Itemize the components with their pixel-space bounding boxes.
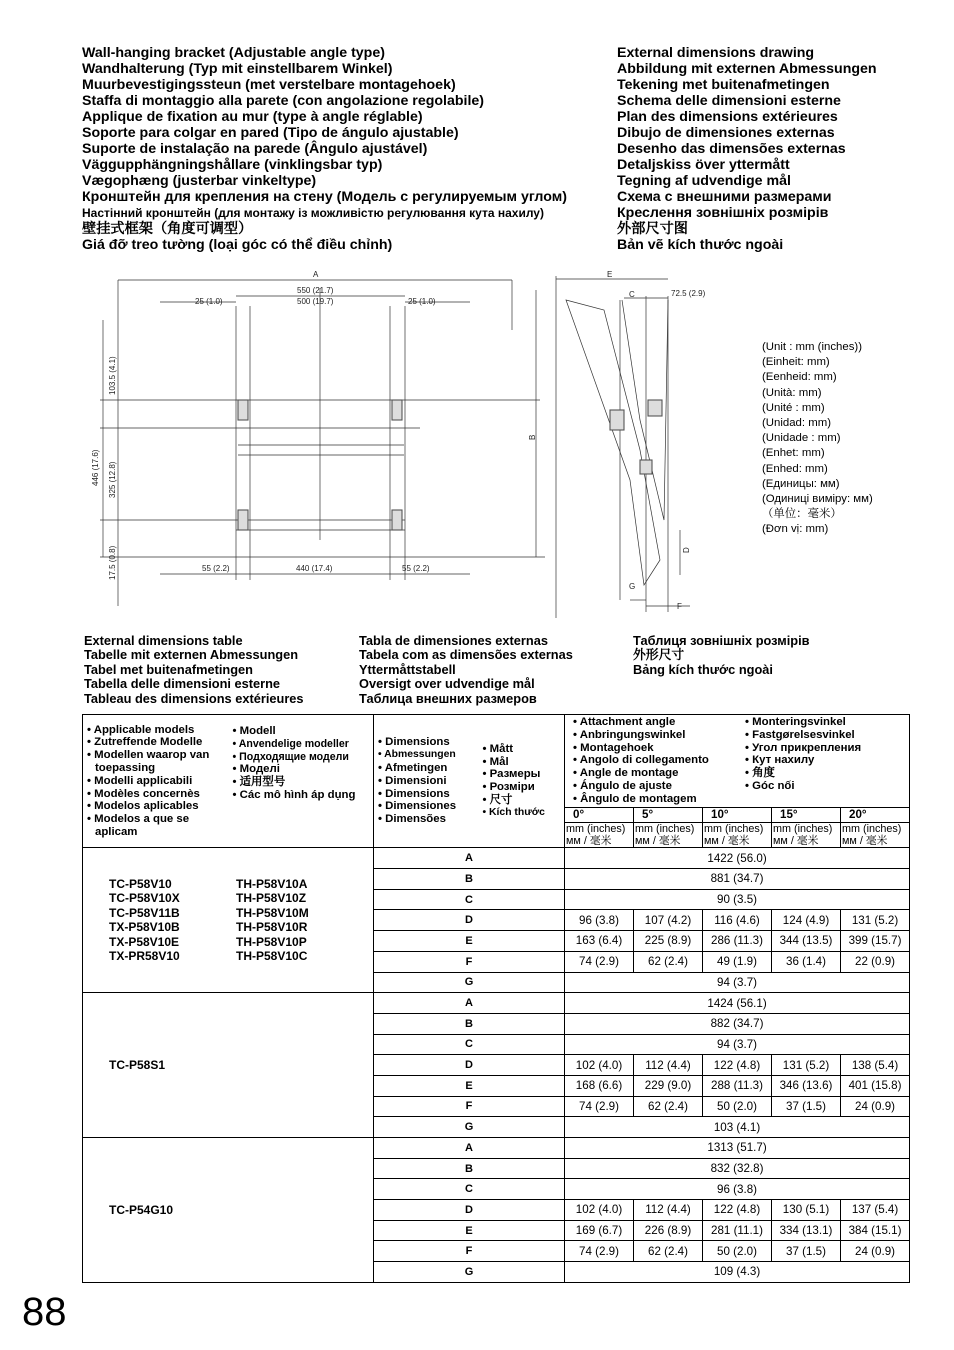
dim-550: 550 (21.7) [297, 286, 334, 295]
unit-note: (Одиниці виміру: мм) [762, 493, 873, 506]
caption-line: External dimensions table [84, 633, 243, 648]
value-cell: 102 (4.0) [565, 1055, 634, 1076]
table-caption-col2 [359, 634, 573, 706]
value-cell: 131 (5.2) [772, 1055, 841, 1076]
unit-note: (Unidad: mm) [762, 417, 831, 430]
dimension-letter: G [374, 1117, 565, 1138]
unit-line: мм / 毫米 [842, 834, 888, 847]
header-line: • Fastgørelsesvinkel [745, 728, 855, 741]
caption-line: Oversigt over udvendige mål [359, 676, 535, 692]
title-line: Dibujo de dimensiones externas [617, 125, 835, 141]
value-cell: 384 (15.1) [841, 1220, 910, 1241]
title-line: Detaljskiss över yttermått [617, 157, 790, 173]
header-line: • 尺寸 [482, 793, 513, 806]
title-line: External dimensions drawing [617, 45, 815, 61]
value-cell: 109 (4.3) [565, 1262, 910, 1283]
title-line: Suporte de instalação na parede (Ângulo ajustável) [82, 141, 428, 157]
value-cell: 37 (1.5) [772, 1241, 841, 1262]
value-cell: 22 (0.9) [841, 951, 910, 972]
value-cell: 74 (2.9) [565, 1241, 634, 1262]
title-line: Applique de fixation au mur (type à angle réglable) [82, 109, 423, 125]
value-cell: 137 (5.4) [841, 1200, 910, 1221]
value-cell: 116 (4.6) [703, 910, 772, 931]
value-cell: 24 (0.9) [841, 1096, 910, 1117]
header-line: • Abmessungen [378, 749, 456, 761]
dimension-letter: C [374, 1179, 565, 1200]
dimension-letter: D [374, 910, 565, 931]
value-cell: 281 (11.1) [703, 1220, 772, 1241]
dimensions-table [82, 714, 910, 1283]
value-cell: 112 (4.4) [634, 1055, 703, 1076]
value-cell: 1424 (56.1) [565, 993, 910, 1014]
model-name: TX-P58V10B [109, 920, 180, 935]
value-cell: 286 (11.3) [703, 931, 772, 952]
header-line: • Modellen waarop van [87, 749, 210, 762]
dim-325: 325 (12.8) [108, 461, 117, 498]
table-row [83, 1138, 910, 1159]
caption-line: Yttermåttstabell [359, 661, 456, 677]
header-line: • Ángulo de ajuste [573, 779, 672, 792]
header-line: • Розміри [482, 781, 535, 794]
dim-440: 440 (17.4) [296, 564, 333, 573]
header-line: • 适用型号 [232, 776, 286, 789]
header-line: • Attachment angle [573, 716, 676, 728]
title-line: Креслення зовнішніх розмірів [617, 205, 829, 221]
header-line: aplicam [95, 825, 138, 838]
value-cell: 90 (3.5) [565, 889, 910, 910]
model-name: TH-P58V10Z [236, 891, 307, 906]
label-E: E [607, 270, 613, 279]
header-line: • Afmetingen [378, 762, 448, 774]
unit-note: (Unité : mm) [762, 401, 825, 414]
label-B: B [528, 434, 537, 440]
caption-line: Tabella delle dimensioni esterne [84, 676, 281, 692]
angle-header: 0° [565, 807, 634, 822]
value-cell: 50 (2.0) [703, 1096, 772, 1117]
label-G: G [629, 582, 636, 591]
title-line: Desenho das dimensões externas [617, 141, 846, 157]
caption-line: Tabel met buitenafmetingen [84, 661, 253, 677]
unit-line: мм / 毫米 [566, 834, 612, 847]
value-cell: 399 (15.7) [841, 931, 910, 952]
header-line: • 角度 [745, 767, 775, 780]
label-F: F [677, 602, 682, 611]
caption-line: Таблица внешних размеров [359, 690, 537, 706]
value-cell: 96 (3.8) [565, 910, 634, 931]
value-cell: 112 (4.4) [634, 1200, 703, 1221]
caption-line: Tabela com as dimensões externas [359, 647, 573, 663]
header-angle [565, 715, 910, 808]
header-line: • Mått [482, 742, 514, 755]
value-cell: 130 (5.1) [772, 1200, 841, 1221]
value-cell: 107 (4.2) [634, 910, 703, 931]
unit-notes [762, 340, 873, 538]
header-line: • Dimensions [378, 787, 450, 800]
title-line: 壁挂式框架（角度可调型） [82, 221, 253, 237]
dimension-letter: E [374, 931, 565, 952]
titles-left [82, 45, 567, 253]
dim-55-left: 55 (2.2) [202, 564, 230, 573]
model-name: TC-P58V10X [109, 891, 180, 906]
unit-cell [772, 822, 841, 848]
model-name: TH-P58V10M [236, 905, 309, 920]
dimension-letter: A [374, 848, 565, 869]
unit-line: мм / 毫米 [704, 834, 750, 847]
value-cell: 226 (8.9) [634, 1220, 703, 1241]
header-line: • Dimensioni [378, 774, 447, 787]
header-line: • Угол прикрепления [745, 741, 862, 754]
unit-line: мм / 毫米 [635, 834, 681, 847]
header-line: • Подходящие модели [232, 750, 349, 763]
header-dims-b [479, 715, 565, 848]
header-line: • Modelli applicabili [87, 774, 193, 787]
value-cell: 24 (0.9) [841, 1241, 910, 1262]
dimension-letter: F [374, 951, 565, 972]
dim-25-right: 25 (1.0) [408, 297, 436, 306]
title-line: Wall-hanging bracket (Adjustable angle type) [82, 45, 385, 61]
unit-note: (Enhed: mm) [762, 462, 828, 475]
value-cell: 881 (34.7) [565, 869, 910, 890]
unit-cell [634, 822, 703, 848]
dim-55-right: 55 (2.2) [402, 564, 430, 573]
model-name: TC-P54G10 [109, 1202, 174, 1217]
header-line: • Angolo di collegamento [573, 754, 709, 767]
model-name: TC-P58S1 [109, 1057, 166, 1072]
header-line: • Ângulo de montagem [573, 792, 697, 805]
title-line: 外部尺寸图 [617, 221, 688, 237]
dim-25-left: 25 (1.0) [195, 297, 223, 306]
dimension-letter: A [374, 1138, 565, 1159]
header-line: • Angle de montage [573, 767, 679, 780]
value-cell: 832 (32.8) [565, 1158, 910, 1179]
value-cell: 122 (4.8) [703, 1055, 772, 1076]
header-line: • Anvendelige modeller [232, 737, 349, 750]
value-cell: 50 (2.0) [703, 1241, 772, 1262]
title-line: Soporte para colgar en pared (Tipo de ángulo ajustable) [82, 125, 459, 141]
caption-line: Таблиця зовнішніх розмірів [633, 633, 810, 648]
value-cell: 122 (4.8) [703, 1200, 772, 1221]
value-cell: 163 (6.4) [565, 931, 634, 952]
header-dims-a [374, 715, 479, 848]
unit-note: (Einheit: mm) [762, 356, 830, 369]
title-line: Plan des dimensions extérieures [617, 109, 838, 125]
unit-line: mm (inches) [635, 822, 695, 835]
unit-line: mm (inches) [773, 822, 833, 835]
dimension-letter: E [374, 1075, 565, 1096]
unit-line: mm (inches) [566, 822, 626, 835]
angle-header: 5° [634, 807, 703, 822]
value-cell: 62 (2.4) [634, 1241, 703, 1262]
value-cell: 74 (2.9) [565, 1096, 634, 1117]
value-cell: 346 (13.6) [772, 1075, 841, 1096]
unit-note: (Enhet: mm) [762, 447, 825, 460]
header-line: • Góc nối [745, 779, 795, 792]
label-A: A [313, 270, 319, 279]
title-line: Staffa di montaggio alla parete (con angolazione regolabile) [82, 93, 485, 109]
value-cell: 168 (6.6) [565, 1075, 634, 1096]
header-line: • Mål [482, 755, 509, 768]
header-line: • Dimensions [378, 736, 450, 749]
value-cell: 882 (34.7) [565, 1013, 910, 1034]
unit-line: mm (inches) [704, 822, 764, 835]
title-line: Abbildung mit externen Abmessungen [617, 61, 877, 77]
unit-cell [841, 822, 910, 848]
value-cell: 334 (13.1) [772, 1220, 841, 1241]
angle-header: 15° [772, 807, 841, 822]
header-line: • Montagehoek [573, 741, 654, 754]
header-line: • Monteringsvinkel [745, 716, 846, 728]
label-D: D [682, 547, 691, 553]
value-cell: 138 (5.4) [841, 1055, 910, 1076]
dim-103: 103.5 (4.1) [108, 356, 117, 395]
title-line: Bản vẽ kích thước ngoài [617, 237, 784, 253]
dimension-letter: F [374, 1241, 565, 1262]
model-name: TH-P58V10A [236, 877, 308, 892]
value-cell: 124 (4.9) [772, 910, 841, 931]
titles-right [617, 45, 877, 253]
value-cell: 1313 (51.7) [565, 1138, 910, 1159]
value-cell: 94 (3.7) [565, 972, 910, 993]
unit-note: （单位：毫米） [762, 508, 842, 521]
dim-72: 72.5 (2.9) [671, 289, 706, 298]
header-row [83, 715, 910, 808]
header-line: • Dimensiones [378, 800, 457, 813]
caption-line: Tabla de dimensiones externas [359, 633, 548, 648]
angle-header: 10° [703, 807, 772, 822]
dimension-letter: F [374, 1096, 565, 1117]
value-cell: 96 (3.8) [565, 1179, 910, 1200]
caption-line: 外形尺寸 [633, 647, 685, 663]
dim-446: 446 (17.6) [91, 449, 100, 486]
dimension-letter: C [374, 889, 565, 910]
value-cell: 169 (6.7) [565, 1220, 634, 1241]
dimension-letter: B [374, 1158, 565, 1179]
title-line: Giá đỡ treo tường (loại góc có thể điều chỉnh) [82, 237, 393, 253]
unit-note: (Unit : mm (inches)) [762, 341, 862, 353]
table-caption-col1 [84, 634, 304, 706]
value-cell: 103 (4.1) [565, 1117, 910, 1138]
unit-note: (Единицы: мм) [762, 477, 840, 490]
title-line: Wandhalterung (Typ mit einstellbarem Winkel) [82, 61, 393, 77]
dimension-letter: G [374, 1262, 565, 1283]
dimension-letter: D [374, 1200, 565, 1221]
dim-17: 17.5 (0.8) [108, 545, 117, 580]
title-line: Muurbevestigingssteun (met verstelbare montagehoek) [82, 77, 456, 93]
title-line: Väggupphängningshållare (vinklingsbar typ) [82, 157, 383, 173]
header-line: • Zutreffende Modelle [87, 736, 203, 749]
model-name: TH-P58V10C [236, 949, 308, 964]
value-cell: 229 (9.0) [634, 1075, 703, 1096]
value-cell: 1422 (56.0) [565, 848, 910, 869]
model-group [83, 993, 374, 1138]
unit-cell [703, 822, 772, 848]
dimension-letter: B [374, 1013, 565, 1034]
value-cell: 131 (5.2) [841, 910, 910, 931]
header-line: toepassing [95, 762, 156, 774]
value-cell: 102 (4.0) [565, 1200, 634, 1221]
dimension-letter: B [374, 869, 565, 890]
value-cell: 62 (2.4) [634, 1096, 703, 1117]
table-caption-col3 [633, 634, 810, 677]
title-line: Vægophæng (justerbar vinkeltype) [82, 173, 317, 189]
title-line: Кронштейн для крепления на стену (Модель с регулируемым углом) [82, 189, 567, 205]
model-group [83, 1138, 374, 1283]
header-models-b [229, 715, 374, 848]
header-line: • Modèles concernès [87, 787, 200, 800]
model-group [83, 848, 374, 993]
label-C: C [629, 290, 635, 299]
unit-note: (Unità: mm) [762, 386, 822, 399]
header-line: • Modell [232, 725, 276, 737]
header-line: • Modelos a que se [87, 813, 190, 826]
table-row [83, 993, 910, 1014]
table-row [83, 848, 910, 869]
unit-cell [565, 822, 634, 848]
dimension-letter: C [374, 1034, 565, 1055]
unit-line: mm (inches) [842, 822, 902, 835]
value-cell: 288 (11.3) [703, 1075, 772, 1096]
caption-line: Tableau des dimensions extérieures [84, 690, 304, 706]
model-name: TH-P58V10R [236, 920, 308, 935]
dimension-letter: D [374, 1055, 565, 1076]
value-cell: 62 (2.4) [634, 951, 703, 972]
header-line: • Кут нахилу [745, 754, 815, 767]
value-cell: 344 (13.5) [772, 931, 841, 952]
model-name: TX-PR58V10 [109, 949, 180, 964]
value-cell: 36 (1.4) [772, 951, 841, 972]
value-cell: 401 (15.8) [841, 1075, 910, 1096]
header-line: • Applicable models [87, 723, 195, 736]
page-number: 88 [22, 1290, 67, 1334]
model-name: TC-P58V11B [109, 905, 180, 920]
angle-header: 20° [841, 807, 910, 822]
value-cell: 74 (2.9) [565, 951, 634, 972]
header-line: • Моделі [232, 763, 280, 776]
dim-500: 500 (19.7) [297, 297, 334, 306]
unit-line: мм / 毫米 [773, 834, 819, 847]
value-cell: 49 (1.9) [703, 951, 772, 972]
dimension-letter: A [374, 993, 565, 1014]
dimension-letter: G [374, 972, 565, 993]
caption-line: Bảng kích thước ngoài [633, 661, 773, 677]
header-line: • Modelos aplicables [87, 800, 199, 813]
model-name: TH-P58V10P [236, 934, 307, 949]
value-cell: 37 (1.5) [772, 1096, 841, 1117]
header-line: • Dimensões [378, 813, 446, 826]
value-cell: 225 (8.9) [634, 931, 703, 952]
model-name: TC-P58V10 [109, 877, 172, 892]
header-line: • Kích thước [482, 806, 545, 818]
unit-note: (Đơn vị: mm) [762, 523, 829, 536]
caption-line: Tabelle mit externen Abmessungen [84, 647, 299, 663]
unit-note: (Eenheid: mm) [762, 371, 837, 384]
dimension-letter: E [374, 1220, 565, 1241]
header-models-a [83, 715, 229, 848]
model-name: TX-P58V10E [109, 934, 180, 949]
unit-note: (Unidade : mm) [762, 432, 841, 445]
header-line: • Anbringungswinkel [573, 728, 686, 741]
title-line: Схема с внешними размерами [617, 189, 832, 205]
title-line: Schema delle dimensioni esterne [617, 93, 841, 109]
header-line: • Размеры [482, 768, 541, 781]
title-line: Настінний кронштейн (для монтажу із можливістю регулювання кута нахилу) [82, 206, 544, 220]
title-line: Tekening met buitenafmetingen [617, 77, 830, 93]
value-cell: 94 (3.7) [565, 1034, 910, 1055]
title-line: Tegning af udvendige mål [617, 173, 791, 189]
header-line: • Các mô hình áp dụng [232, 788, 356, 801]
